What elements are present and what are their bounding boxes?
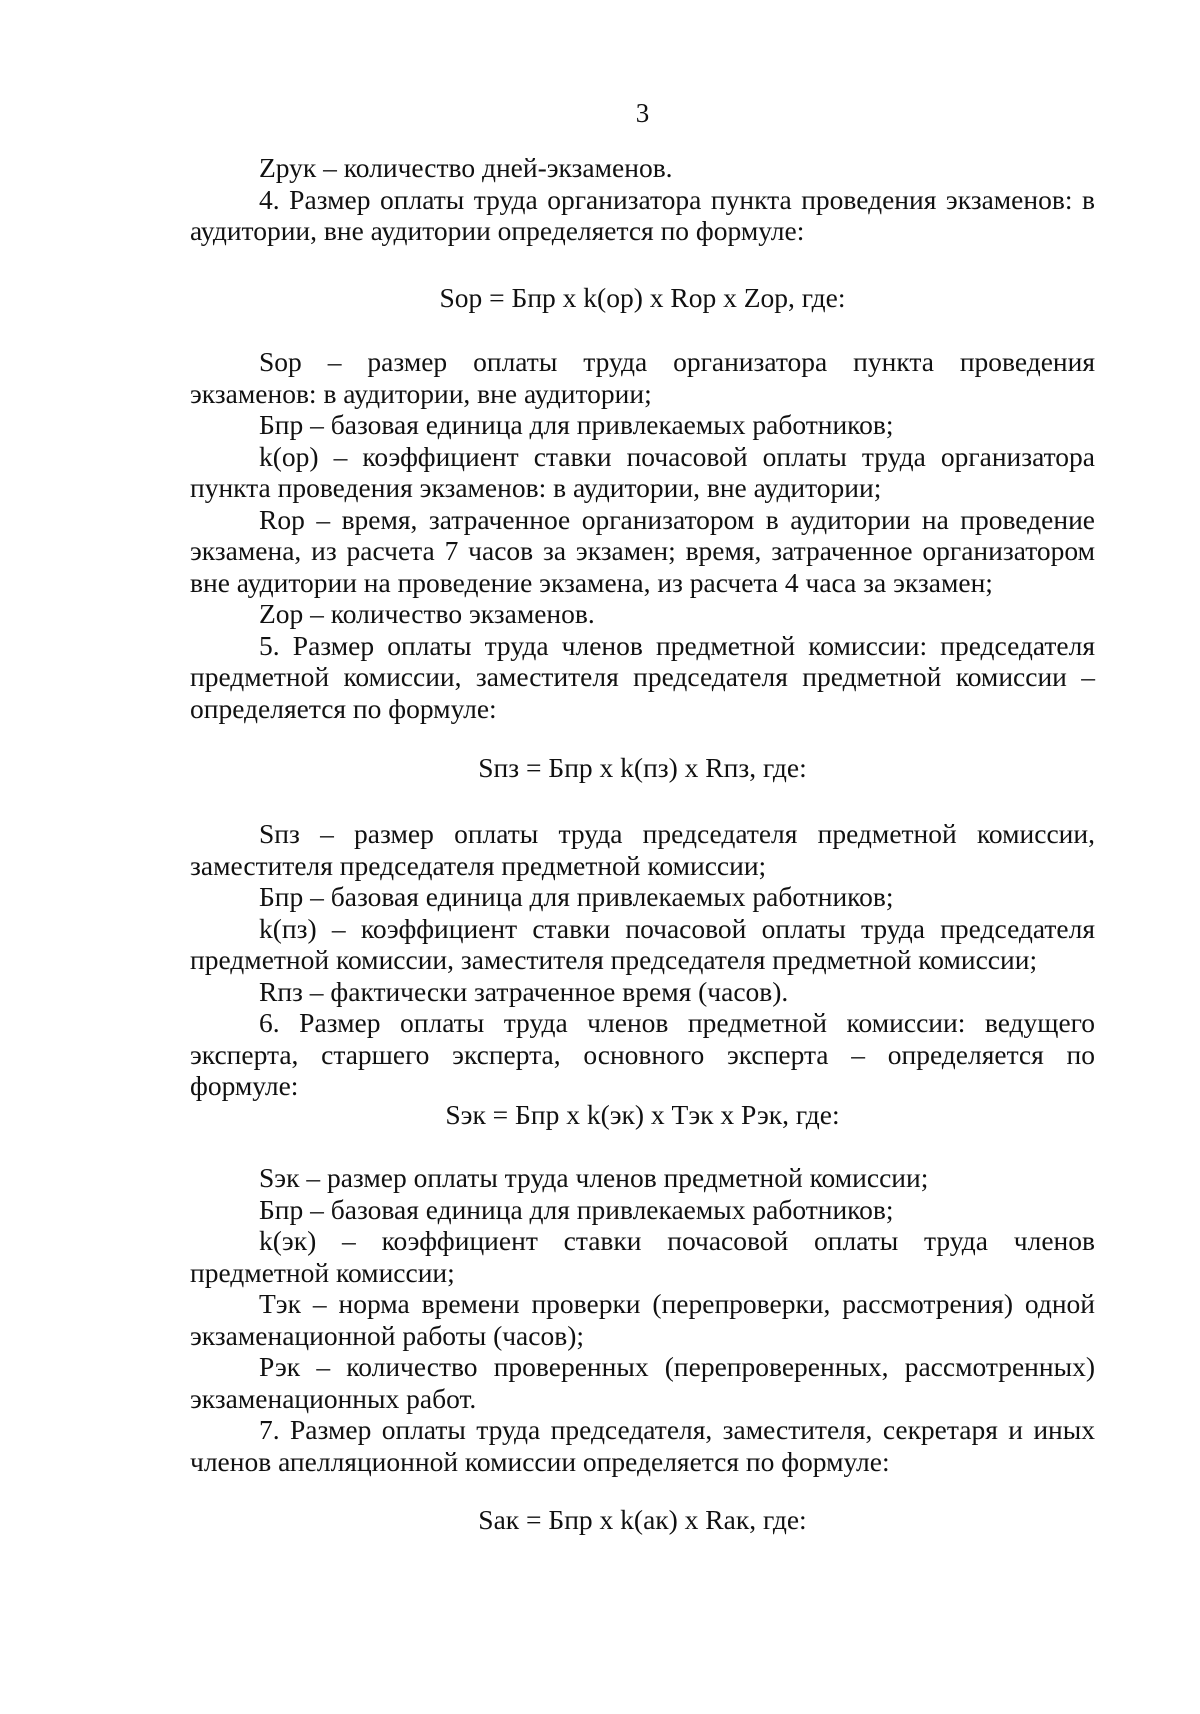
formula-sak: Sак = Бпр х k(ак) х Rак, где: [478, 1504, 807, 1535]
paragraph: Тэк – норма времени проверки (перепроверки, рассмотрения) одной экзаменационной работы (часов); [190, 1288, 1095, 1351]
paragraph: Рэк – количество проверенных (перепроверенных, рассмотренных) экзаменационных работ. [190, 1351, 1095, 1414]
paragraph: Бпр – базовая единица для привлекаемых работников; [259, 409, 894, 440]
paragraph: k(пз) – коэффициент ставки почасовой оплаты труда председателя предметной комиссии, заместителя председателя предметной комиссии; [190, 912, 1095, 975]
paragraph: Sэк – размер оплаты труда членов предметной комиссии; [259, 1162, 929, 1193]
paragraph: Sпз – размер оплаты труда председателя предметной комиссии, заместителя председателя предметной комиссии; [190, 818, 1095, 881]
text-block-4 [190, 1162, 1095, 1477]
paragraph: 4. Размер оплаты труда организатора пункта проведения экзаменов: в аудитории, вне аудитории определяется по формуле: [190, 183, 1095, 246]
text-block-3 [190, 818, 1095, 1102]
text-block-2 [190, 346, 1095, 724]
paragraph: Rор – время, затраченное организатором в аудитории на проведение экзамена, из расчета 7 часов за экзамен; время, затраченное организатором вне аудитории на проведение экзамена, из расчета 4 часа за экзамен; [190, 503, 1095, 598]
formula-sek: Sэк = Бпр х k(эк) х Тэк х Рэк, где: [445, 1099, 840, 1130]
paragraph: Sор – размер оплаты труда организатора пункта проведения экзаменов: в аудитории, вне аудитории; [190, 346, 1095, 409]
paragraph: Zор – количество экзаменов. [259, 598, 595, 629]
paragraph: 7. Размер оплаты труда председателя, заместителя, секретаря и иных членов апелляционной комиссии определяется по формуле: [190, 1414, 1095, 1477]
page-number: 3 [635, 98, 650, 128]
paragraph: Zрук – количество дней-экзаменов. [259, 152, 673, 183]
paragraph: Бпр – базовая единица для привлекаемых работников; [259, 881, 894, 912]
paragraph: 6. Размер оплаты труда членов предметной комиссии: ведущего эксперта, старшего эксперта, основного эксперта – определяется по формуле: [190, 1007, 1095, 1101]
paragraph: k(ор) – коэффициент ставки почасовой оплаты труда организатора пункта проведения экзаменов: в аудитории, вне аудитории; [190, 440, 1095, 503]
formula-spz: Sпз = Бпр х k(пз) х Rпз, где: [478, 752, 807, 783]
formula-sor: Sор = Бпр х k(ор) х Rор х Zор, где: [439, 282, 846, 313]
text-block-1 [190, 152, 1095, 247]
paragraph: Бпр – базовая единица для привлекаемых работников; [259, 1193, 894, 1225]
paragraph: 5. Размер оплаты труда членов предметной комиссии: председателя предметной комиссии, заместителя председателя предметной комиссии – определяется по формуле: [190, 629, 1095, 724]
paragraph: Rпз – фактически затраченное время (часов). [259, 975, 789, 1007]
paragraph: k(эк) – коэффициент ставки почасовой оплаты труда членов предметной комиссии; [190, 1225, 1095, 1288]
